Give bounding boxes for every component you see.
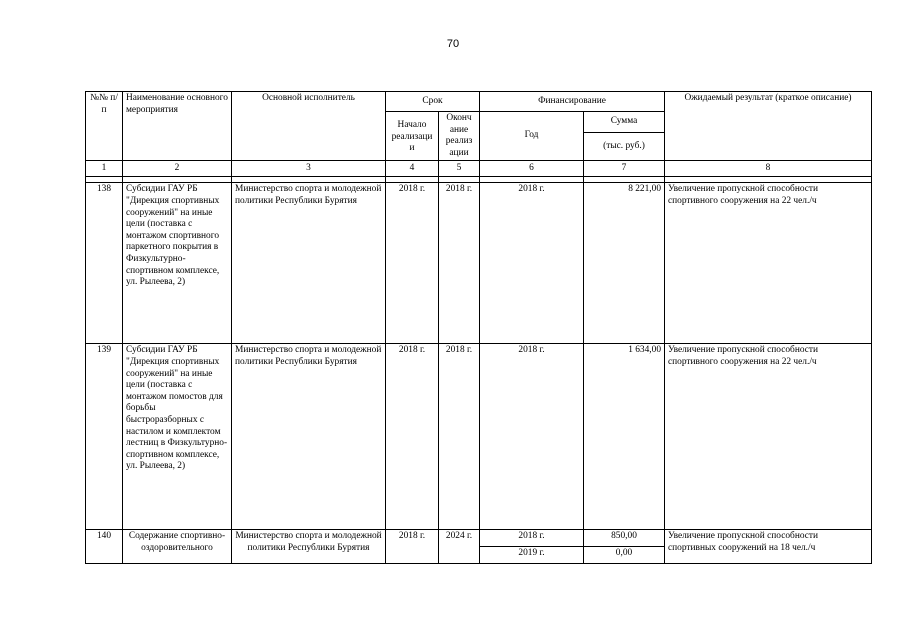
column-number: 3 <box>232 161 386 177</box>
header-year: Год <box>480 112 584 161</box>
table-row <box>86 344 872 530</box>
row-end: 2024 г. <box>439 530 480 564</box>
row-executor: Министерство спорта и молодежной политики Республики Бурятия <box>232 344 386 530</box>
row-result: Увеличение пропускной способности спортивного сооружения на 22 чел./ч <box>665 344 872 530</box>
header-executor: Основной исполнитель <box>232 92 386 161</box>
row-start: 2018 г. <box>386 530 439 564</box>
row-start: 2018 г. <box>386 344 439 530</box>
row-sum: 1 634,00 <box>584 344 665 530</box>
row-start: 2018 г. <box>386 183 439 344</box>
row-year: 2018 г. <box>480 344 584 530</box>
column-number: 5 <box>439 161 480 177</box>
header-name: Наименование основного мероприятия <box>123 92 232 161</box>
header-term-end: Оконч ание реализ ации <box>439 112 480 161</box>
column-number: 6 <box>480 161 584 177</box>
row-year: 2018 г. <box>480 183 584 344</box>
header-result: Ожидаемый результат (краткое описание) <box>665 92 872 161</box>
activities-table <box>85 91 872 564</box>
row-executor: Министерство спорта и молодежной политики Республики Бурятия <box>232 530 386 564</box>
row-sum: 8 221,00 <box>584 183 665 344</box>
row-sum: 0,00 <box>584 547 665 564</box>
header-financing: Финансирование <box>480 92 665 112</box>
column-numbers-row <box>86 161 872 177</box>
row-result: Увеличение пропускной способности спортивного сооружения на 22 чел./ч <box>665 183 872 344</box>
row-name: Содержание спортивно-оздоровительного <box>123 530 232 564</box>
page-number: 70 <box>446 38 460 50</box>
column-number: 1 <box>86 161 123 177</box>
row-name: Субсидии ГАУ РБ "Дирекция спортивных сооружений" на иные цели (поставка с монтажом спортивного паркетного покрытия в Физкультурно-спортивном комплексе, ул. Рылеева, 2) <box>123 183 232 344</box>
row-year: 2019 г. <box>480 547 584 564</box>
header-sum-unit: (тыс. руб.) <box>584 132 665 161</box>
column-number: 8 <box>665 161 872 177</box>
header-term: Срок <box>386 92 480 112</box>
column-number: 2 <box>123 161 232 177</box>
row-num: 139 <box>86 344 123 530</box>
header-term-start: Начало реализаци и <box>386 112 439 161</box>
row-end: 2018 г. <box>439 344 480 530</box>
row-result: Увеличение пропускной способности спортивных сооружений на 18 чел./ч <box>665 530 872 564</box>
header-num: №№ п/п <box>86 92 123 161</box>
row-year: 2018 г. <box>480 530 584 547</box>
row-num: 138 <box>86 183 123 344</box>
row-executor: Министерство спорта и молодежной политики Республики Бурятия <box>232 183 386 344</box>
row-num: 140 <box>86 530 123 564</box>
table-row <box>86 183 872 344</box>
row-name: Субсидии ГАУ РБ "Дирекция спортивных сооружений" на иные цели (поставка с монтажом помостов для борьбы быстроразборных с настилом и комплектом лестниц в Физкультурно-спортивном комплексе, ул. Рылеева, 2) <box>123 344 232 530</box>
column-number: 4 <box>386 161 439 177</box>
row-sum: 850,00 <box>584 530 665 547</box>
column-number: 7 <box>584 161 665 177</box>
table-row <box>86 530 872 547</box>
header-sum: Сумма <box>584 112 665 133</box>
row-end: 2018 г. <box>439 183 480 344</box>
